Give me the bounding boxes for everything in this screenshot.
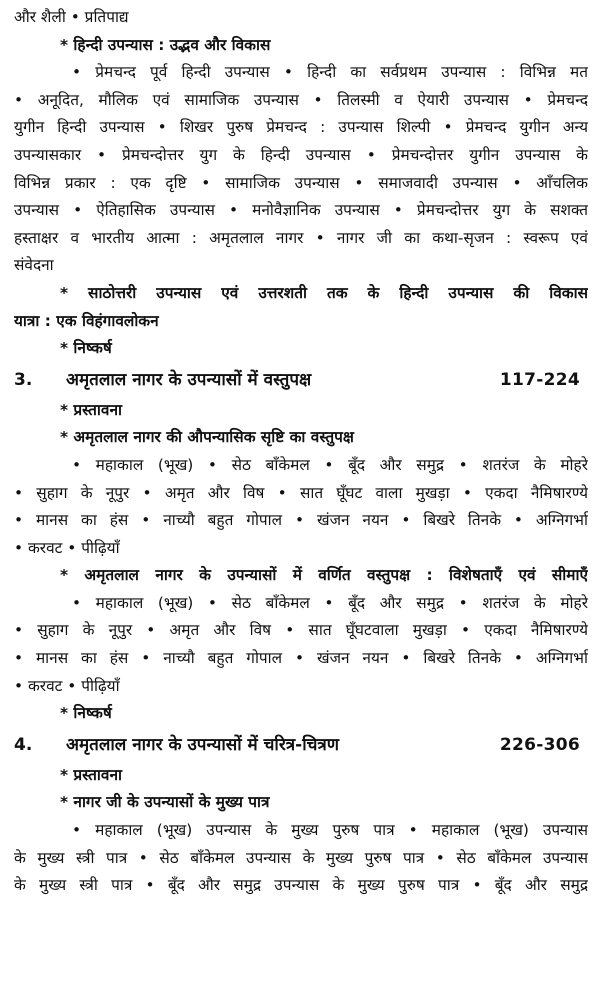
toc-text-line: • महाकाल (भूख) उपन्यास के मुख्य पुरुष पात्र • महाकाल (भूख) उपन्यास	[72, 821, 588, 840]
toc-subheading-line: * साठोत्तरी उपन्यास एवं उत्तरशती तक के हिन्दी उपन्यास की विकास	[60, 283, 588, 302]
toc-text-line: और शैली • प्रतिपाद्य	[14, 8, 129, 26]
toc-text-line: विभिन्न प्रकार : एक दृष्टि • सामाजिक उपन्यास • समाजवादी उपन्यास • आँचलिक	[14, 173, 588, 192]
chapter-number: 4.	[14, 734, 33, 755]
toc-subheading-line: * प्रस्तावना	[60, 765, 122, 784]
chapter-3-heading	[14, 363, 588, 397]
toc-text-line: • करवट • पीढ़ियाँ	[14, 538, 120, 557]
chapter-title: अमृतलाल नागर के उपन्यासों में चरित्र-चित्रण	[66, 734, 340, 755]
chapter-page-range: 117-224	[499, 369, 580, 390]
toc-text-line: • महाकाल (भूख) • सेठ बाँकेमल • बूँद और समुद्र • शतरंज के मोहरे	[72, 455, 588, 474]
toc-block-bottom	[14, 762, 588, 900]
toc-block-top	[14, 4, 588, 363]
toc-text-line: • करवट • पीढ़ियाँ	[14, 676, 120, 695]
toc-text-line: उपन्यासकार • प्रेमचन्दोत्तर युग के हिन्दी उपन्यास • प्रेमचन्दोत्तर युगीन उपन्यास के	[14, 145, 588, 164]
toc-text-line: उपन्यास • ऐतिहासिक उपन्यास • मनोवैज्ञानिक उपन्यास • प्रेमचन्दोत्तर युग के सशक्त	[14, 201, 588, 220]
toc-text-line: हस्ताक्षर व भारतीय आत्मा : अमृतलाल नागर • नागर जी का कथा-सृजन : स्वरूप एवं	[14, 228, 588, 247]
toc-subheading-line: यात्रा : एक विहंगावलोकन	[14, 311, 159, 330]
chapter-number: 3.	[14, 369, 33, 390]
toc-subheading-line: * निष्कर्ष	[60, 704, 112, 723]
toc-text-line: संवेदना	[14, 256, 54, 275]
toc-text-line: • मानस का हंस • नाच्यौ बहुत गोपाल • खंजन नयन • बिखरे तिनके • अग्निगर्भा	[14, 511, 588, 530]
toc-subheading-line: * प्रस्तावना	[60, 400, 122, 419]
toc-text-line: युगीन हिन्दी उपन्यास • शिखर पुरुष प्रेमचन्द : उपन्यास शिल्पी • प्रेमचन्द युगीन अन्य	[14, 118, 588, 137]
toc-text-line: के मुख्य स्त्री पात्र • बूँद और समुद्र उपन्यास के मुख्य पुरुष पात्र • बूँद और समुद्र	[14, 876, 588, 895]
toc-text-line: • सुहाग के नूपुर • अमृत और विष • सात घूँघट वाला मुखड़ा • एकदा नैमिषारण्ये	[14, 483, 588, 502]
toc-subheading-line: * हिन्दी उपन्यास : उद्भव और विकास	[60, 35, 271, 54]
toc-block-middle	[14, 397, 588, 728]
toc-text-line: • प्रेमचन्द पूर्व हिन्दी उपन्यास • हिन्दी का सर्वप्रथम उपन्यास : विभिन्न मत	[72, 63, 588, 82]
toc-text-line: • मानस का हंस • नाच्यौ बहुत गोपाल • खंजन नयन • बिखरे तिनके • अग्निगर्भा	[14, 649, 588, 668]
toc-subheading-line: * निष्कर्ष	[60, 339, 112, 358]
toc-text-line: • सुहाग के नूपुर • अमृत और विष • सात घूँघटवाला मुखड़ा • एकदा नैमिषारण्ये	[14, 621, 588, 640]
chapter-page-range: 226-306	[499, 734, 580, 755]
toc-subheading-line: * अमृतलाल नागर की औपन्यासिक सृष्टि का वस्तुपक्ष	[60, 428, 354, 447]
toc-text-line: • अनूदित, मौलिक एवं सामाजिक उपन्यास • तिलस्मी व ऐयारी उपन्यास • प्रेमचन्द	[14, 90, 588, 109]
toc-subheading-line: * अमृतलाल नागर के उपन्यासों में वर्णित वस्तुपक्ष : विशेषताएँ एवं सीमाएँ	[60, 566, 588, 585]
chapter-title: अमृतलाल नागर के उपन्यासों में वस्तुपक्ष	[66, 369, 312, 390]
toc-subheading-line: * नागर जी के उपन्यासों के मुख्य पात्र	[60, 793, 270, 812]
toc-text-line: • महाकाल (भूख) • सेठ बाँकेमल • बूँद और समुद्र • शतरंज के मोहरे	[72, 593, 588, 612]
chapter-4-heading	[14, 728, 588, 762]
toc-text-line: के मुख्य स्त्री पात्र • सेठ बाँकेमल उपन्यास के मुख्य पुरुष पात्र • सेठ बाँकेमल उपन्यास	[14, 848, 588, 867]
